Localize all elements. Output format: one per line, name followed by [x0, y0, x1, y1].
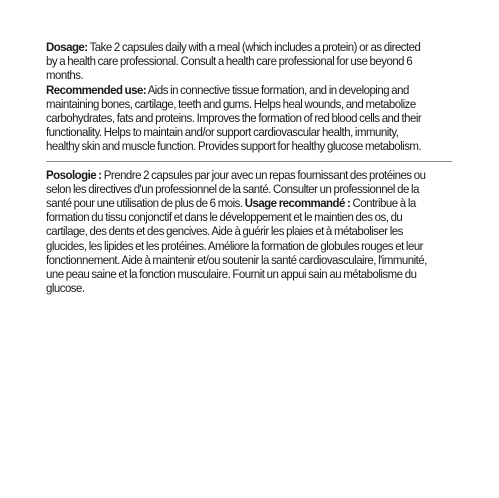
dosage-text: Take 2 capsules daily with a meal (which includes a protein) or as directed by a health care professional. Consult a health care professional for use beyond 6 months.	[46, 40, 421, 83]
usage-recommande-heading: Usage recommandé :	[244, 196, 351, 211]
directions-panel	[46, 40, 428, 295]
french-directions	[46, 162, 428, 296]
dosage-heading: Dosage:	[46, 40, 88, 54]
recommended-use-heading: Recommended use:	[46, 82, 147, 97]
posologie-heading: Posologie :	[46, 167, 102, 182]
posologie-text: Prendre 2 capsules par jour avec un repas fournissant des protéines ou selon les directives d'un professionnel de la santé. Consulter un professionnel de la santé pour une utilisation de plus de 6 mois.	[46, 167, 426, 211]
recommended-use-text: Aids in connective tissue formation, and in developing and maintaining bones, cartilage, teeth and gums. Helps heal wounds, and metabolize carbohydrates, fats and proteins. Improves the formation of red blood cells and their functionality. Helps to maintain and/or support cardiovascular health, immunity, healthy skin and muscle function. Provides support for healthy glucose metabolism.	[46, 82, 422, 154]
english-directions	[46, 40, 428, 161]
usage-recommande-text: Contribue à la formation du tissu conjonctif et dans le développement et le maintien des os, du cartilage, des dents et des gencives. Aide à guérir les plaies et à métaboliser les glucides, les lipides et les protéines. Améliore la formation de globules rouges et leur fonctionnement. Aide à maintenir et/ou soutenir la santé cardiovasculaire, l'immunité, une peau saine et la fonction musculaire. Fournit un appui sain au métabolisme du glucose.	[46, 196, 427, 296]
